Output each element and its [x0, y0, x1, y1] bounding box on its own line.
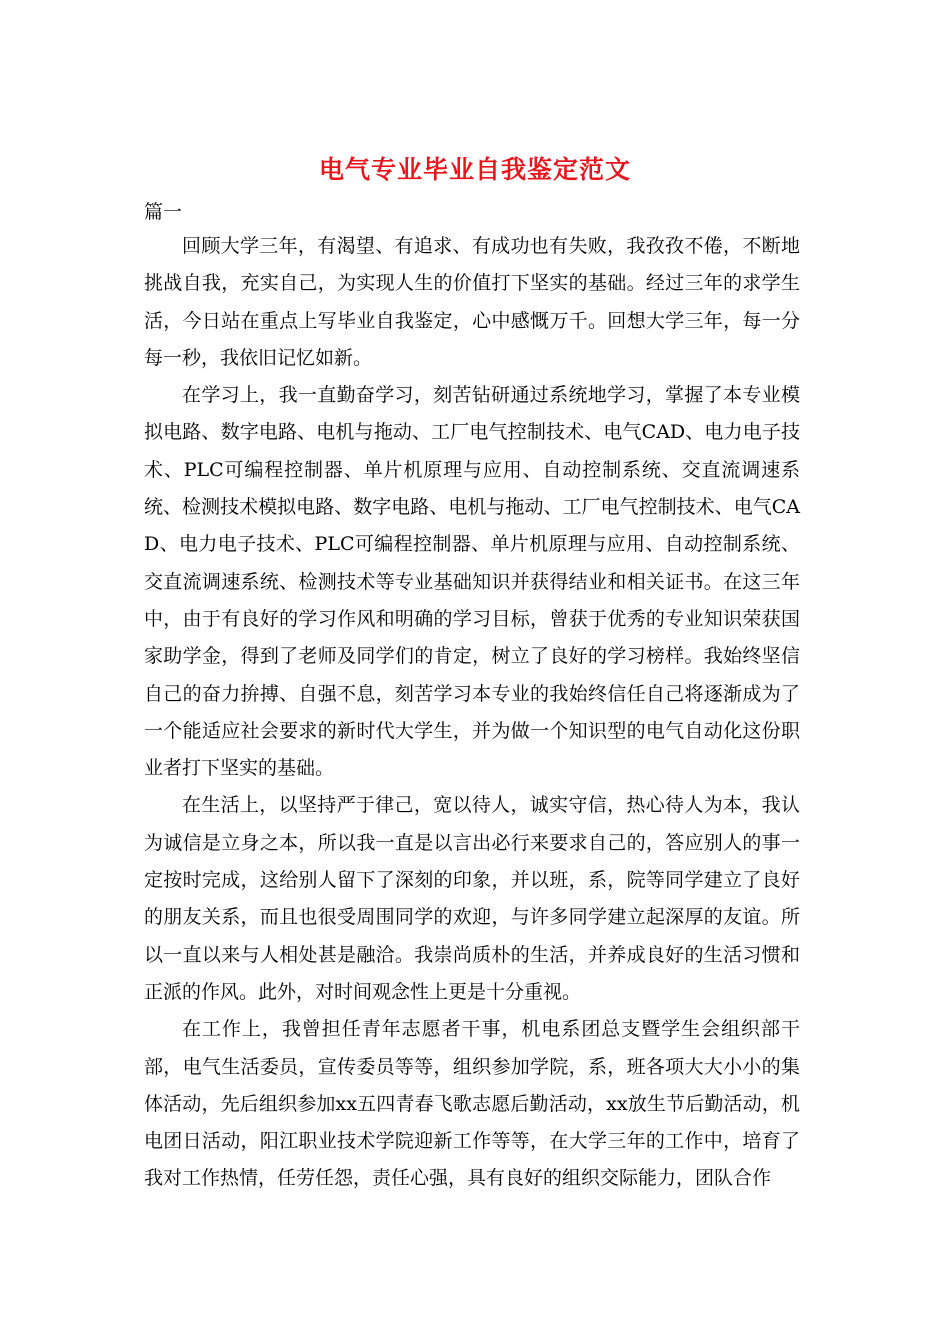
section-label: 篇一: [144, 201, 183, 223]
paragraph-work: 在工作上，我曾担任青年志愿者干事，机电系团总支暨学生会组织部干部，电气生活委员，宣传委员等等，组织参加学院，系，班各项大大小小的集体活动，先后组织参加xx五四青春飞歌志愿后勤活动，xx放生节后勤活动，机电团日活动，阳江职业技术学院迎新工作等等，在大学三年的工作中，培育了我对工作热情，任劳任怨，责任心强，具有良好的组织交际能力，团队合作: [144, 1018, 800, 1190]
paragraph-study: 在学习上，我一直勤奋学习，刻苦钻研通过系统地学习，掌握了本专业模拟电路、数字电路、电机与拖动、工厂电气控制技术、电气CAD、电力电子技术、PLC可编程控制器、单片机原理与应用、自动控制系统、交直流调速系统、检测技术模拟电路、数字电路、电机与拖动、工厂电气控制技术、电气CAD、电力电子技术、PLC可编程控制器、单片机原理与应用、自动控制系统、交直流调速系统、检测技术等专业基础知识并获得结业和相关证书。在这三年中，由于有良好的学习作风和明确的学习目标，曾获于优秀的专业知识荣获国家助学金，得到了老师及同学们的肯定，树立了良好的学习榜样。我始终坚信自己的奋力拚搏、自强不息，刻苦学习本专业的我始终信任自己将逐渐成为了一个能适应社会要求的新时代大学生，并为做一个知识型的电气自动化这份职业者打下坚实的基础。: [144, 384, 800, 780]
document-body: [144, 228, 800, 1198]
paragraph-life: 在生活上，以坚持严于律己，宽以待人，诚实守信，热心待人为本，我认为诚信是立身之本，所以我一直是以言出必行来要求自己的，答应别人的事一定按时完成，这给别人留下了深刻的印象，并以班，系，院等同学建立了良好的朋友关系，而且也很受周围同学的欢迎，与许多同学建立起深厚的友谊。所以一直以来与人相处甚是融洽。我崇尚质朴的生活，并养成良好的生活习惯和正派的作风。此外，对时间观念性上更是十分重视。: [144, 794, 800, 1003]
paragraph-review: 回顾大学三年，有渴望、有追求、有成功也有失败，我孜孜不倦，不断地挑战自我，充实自己，为实现人生的价值打下坚实的基础。经过三年的求学生活，今日站在重点上写毕业自我鉴定，心中感慨万千。回想大学三年，每一分每一秒，我依旧记忆如新。: [144, 235, 800, 369]
document-title: 电气专业毕业自我鉴定范文: [318, 155, 631, 184]
